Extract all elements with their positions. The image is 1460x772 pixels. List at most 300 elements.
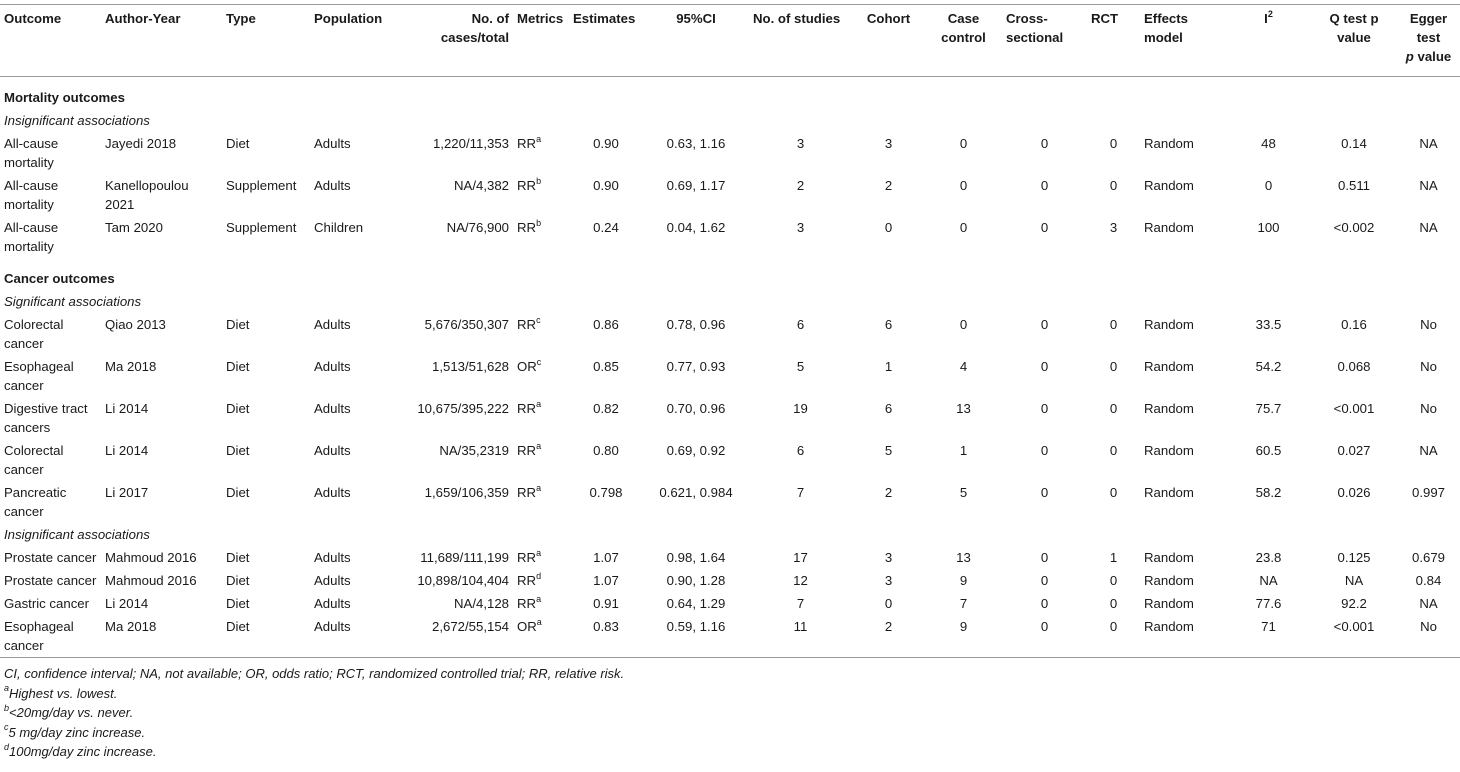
cell-cohort: 1 [884, 359, 893, 374]
cell-no-studies: 5 [796, 359, 805, 374]
section-heading-row [0, 77, 1460, 110]
author-line1: Mahmoud 2016 [105, 550, 197, 565]
footnote-c [4, 723, 1456, 743]
cell-outcome [0, 615, 101, 658]
cell-estimate: 0.83 [593, 619, 619, 634]
cell-egger: 0.679 [1411, 550, 1445, 565]
cell-no-studies: 6 [796, 317, 805, 332]
cell-case-control: 1 [959, 443, 968, 458]
cell-author-year [101, 132, 222, 174]
cell-case-control: 9 [959, 573, 968, 588]
cell-case-control: 0 [959, 220, 968, 235]
cell-estimate: 0.91 [593, 596, 619, 611]
col-header-qtest [1311, 5, 1397, 77]
cell-rct: 0 [1109, 178, 1118, 193]
cell-effects-model: Random [1144, 178, 1194, 193]
cell-egger: NA [1419, 136, 1438, 151]
cell-population: Adults [314, 317, 351, 332]
cell-author-year [101, 615, 222, 658]
metric-footnote-mark: c [536, 356, 542, 367]
cell-no-studies: 17 [793, 550, 808, 565]
col-header-egger-l2: test [1416, 30, 1441, 45]
cell-cohort: 2 [884, 619, 893, 634]
col-header-egger-p: p [1405, 49, 1414, 64]
cell-population: Adults [314, 443, 351, 458]
col-header-egger [1397, 5, 1460, 77]
table-row [0, 569, 1460, 592]
table-header [0, 5, 1460, 77]
footnote-b-text: <20mg/day vs. never. [9, 705, 134, 720]
outcome-line1: Digestive tract [4, 401, 88, 416]
metric-name: RR [517, 136, 537, 151]
cell-effects-model: Random [1144, 401, 1194, 416]
cell-cross-sectional: 0 [1040, 443, 1049, 458]
cell-metrics [513, 216, 569, 258]
cell-cohort: 5 [884, 443, 893, 458]
author-line1: Li 2014 [105, 401, 149, 416]
cell-type: Supplement [226, 220, 297, 235]
cell-type: Supplement [226, 178, 297, 193]
cell-rct: 0 [1109, 485, 1118, 500]
col-header-estimates: Estimates [573, 11, 636, 26]
col-header-outcome: Outcome [4, 11, 62, 26]
outcome-line2: mortality [4, 239, 54, 254]
cell-author-year [101, 481, 222, 523]
cell-q-test: 0.14 [1341, 136, 1367, 151]
subsection-heading-row [0, 290, 1460, 313]
section-heading: Mortality outcomes [4, 90, 125, 105]
cell-i2: 77.6 [1255, 596, 1282, 611]
outcome-line1: All-cause [4, 178, 59, 193]
cell-estimate: 0.82 [593, 401, 619, 416]
col-header-effects-l1: Effects [1144, 11, 1188, 26]
cell-type: Diet [226, 443, 250, 458]
cell-cohort: 2 [884, 485, 893, 500]
cell-metrics [513, 313, 569, 355]
cell-metrics [513, 481, 569, 523]
cell-type: Diet [226, 619, 250, 634]
cell-author-year [101, 439, 222, 481]
cell-no-studies: 6 [796, 443, 805, 458]
cell-egger: NA [1419, 443, 1438, 458]
metric-name: RR [517, 220, 537, 235]
cell-effects-model: Random [1144, 443, 1194, 458]
metric-footnote-mark: a [536, 133, 542, 144]
metric-name: RR [517, 550, 537, 565]
cell-i2: 48 [1261, 136, 1276, 151]
cell-95ci: 0.78, 0.96 [666, 317, 726, 332]
cell-egger: NA [1419, 596, 1438, 611]
cell-cross-sectional: 0 [1040, 485, 1049, 500]
col-header-cross-l1: Cross- [1006, 11, 1048, 26]
outcome-line2: cancer [4, 378, 44, 393]
cell-cases-total: NA/4,382 [454, 178, 509, 193]
subsection-heading: Insignificant associations [4, 113, 150, 128]
footnote-a-text: Highest vs. lowest. [9, 685, 118, 701]
col-header-cross-sectional [1002, 5, 1087, 77]
cell-cases-total: NA/76,900 [446, 220, 509, 235]
cell-cohort: 0 [884, 220, 893, 235]
cell-i2: 60.5 [1255, 443, 1282, 458]
author-line1: Li 2017 [105, 485, 149, 500]
zinc-outcomes-table [0, 4, 1460, 658]
cell-95ci: 0.69, 0.92 [666, 443, 726, 458]
cell-no-studies: 3 [796, 136, 805, 151]
cell-estimate: 0.85 [593, 359, 619, 374]
footnote-b-mark: b [4, 702, 10, 713]
cell-effects-model: Random [1144, 596, 1194, 611]
col-header-case-l1: Case [947, 11, 980, 26]
cell-case-control: 0 [959, 178, 968, 193]
cell-estimate: 0.24 [593, 220, 619, 235]
cell-author-year [101, 216, 222, 258]
author-line2: 2021 [105, 197, 135, 212]
cell-95ci: 0.98, 1.64 [666, 550, 726, 565]
cell-cases-total: 10,675/395,222 [417, 401, 509, 416]
outcome-line1: Prostate cancer [4, 573, 97, 588]
cell-population: Adults [314, 178, 351, 193]
cell-effects-model: Random [1144, 573, 1194, 588]
col-header-population: Population [314, 11, 383, 26]
cell-95ci: 0.63, 1.16 [666, 136, 726, 151]
section-heading: Cancer outcomes [4, 271, 115, 286]
table-row [0, 397, 1460, 439]
col-header-cross-l2: sectional [1006, 30, 1064, 45]
table-row [0, 439, 1460, 481]
cell-rct: 0 [1109, 136, 1118, 151]
col-header-egger-l1: Egger [1409, 11, 1448, 26]
col-header-case-control [925, 5, 1002, 77]
metric-name: RR [517, 596, 537, 611]
cell-cases-total: NA/35,2319 [439, 443, 509, 458]
col-header-effects [1140, 5, 1226, 77]
cell-author-year [101, 355, 222, 397]
cell-cases-total: 1,220/11,353 [432, 136, 509, 151]
cell-no-studies: 3 [796, 220, 805, 235]
table-row [0, 132, 1460, 174]
cell-95ci: 0.64, 1.29 [666, 596, 726, 611]
footnote-d [4, 742, 1456, 762]
metric-footnote-mark: b [536, 217, 542, 228]
subsection-heading: Insignificant associations [4, 527, 150, 542]
cell-cross-sectional: 0 [1040, 619, 1049, 634]
cell-i2: NA [1259, 573, 1278, 588]
cell-type: Diet [226, 485, 250, 500]
cell-q-test: <0.001 [1333, 401, 1375, 416]
outcome-line1: Gastric cancer [4, 596, 90, 611]
cell-i2: 75.7 [1255, 401, 1282, 416]
cell-egger: No [1420, 359, 1437, 374]
author-line1: Kanellopoulou [105, 178, 189, 193]
cell-estimate: 0.90 [593, 136, 619, 151]
cell-author-year [101, 397, 222, 439]
outcome-line1: Colorectal [4, 443, 64, 458]
cell-cross-sectional: 0 [1040, 550, 1049, 565]
cell-estimate: 0.798 [589, 485, 623, 500]
outcome-line2: cancer [4, 336, 44, 351]
cell-no-studies: 2 [796, 178, 805, 193]
cell-estimate: 0.80 [593, 443, 619, 458]
cell-case-control: 13 [956, 401, 971, 416]
footnote-c-text: 5 mg/day zinc increase. [8, 724, 146, 740]
cell-i2: 71 [1261, 619, 1276, 634]
cell-metrics [513, 546, 569, 569]
cell-metrics [513, 132, 569, 174]
cell-cross-sectional: 0 [1040, 573, 1049, 588]
cell-q-test: 0.068 [1337, 359, 1371, 374]
cell-egger: NA [1419, 178, 1438, 193]
cell-estimate: 0.86 [593, 317, 619, 332]
cell-no-studies: 11 [793, 619, 808, 634]
cell-rct: 0 [1109, 573, 1118, 588]
cell-population: Adults [314, 136, 351, 151]
footnote-a-mark: a [4, 683, 10, 694]
cell-95ci: 0.77, 0.93 [666, 359, 726, 374]
cell-egger: 0.997 [1411, 485, 1445, 500]
cell-cohort: 6 [884, 401, 893, 416]
cell-rct: 3 [1109, 220, 1118, 235]
cell-author-year [101, 174, 222, 216]
col-header-egger-value: value [1413, 49, 1452, 64]
metric-name: RR [517, 443, 537, 458]
col-header-i2-sup: 2 [1267, 8, 1273, 19]
outcome-line1: Colorectal [4, 317, 64, 332]
cell-i2: 100 [1257, 220, 1280, 235]
cell-case-control: 7 [959, 596, 968, 611]
outcome-line2: mortality [4, 155, 54, 170]
metric-footnote-mark: a [536, 547, 542, 558]
cell-case-control: 0 [959, 317, 968, 332]
cell-estimate: 1.07 [593, 573, 619, 588]
cell-q-test: <0.001 [1333, 619, 1375, 634]
table-row [0, 615, 1460, 658]
footnote-c-mark: c [4, 722, 9, 733]
cell-case-control: 4 [959, 359, 968, 374]
cell-q-test: 0.511 [1337, 178, 1371, 193]
cell-cases-total: 2,672/55,154 [431, 619, 509, 634]
footnote-a [4, 684, 1456, 704]
cell-type: Diet [226, 359, 250, 374]
footnote-d-text: 100mg/day zinc increase. [9, 744, 157, 759]
cell-outcome [0, 569, 101, 592]
author-line1: Jayedi 2018 [105, 136, 177, 151]
cell-rct: 0 [1109, 317, 1118, 332]
outcome-line1: Pancreatic [4, 485, 67, 500]
table-row [0, 481, 1460, 523]
col-header-i2-base: I [1264, 11, 1268, 26]
cell-metrics [513, 569, 569, 592]
col-header-type: Type [226, 11, 256, 26]
col-header-cases-l1: No. of [471, 11, 509, 26]
cell-egger: No [1420, 401, 1437, 416]
cell-95ci: 0.90, 1.28 [666, 573, 726, 588]
cell-rct: 1 [1109, 550, 1118, 565]
cell-author-year [101, 546, 222, 569]
table-row [0, 546, 1460, 569]
cell-population: Adults [314, 485, 351, 500]
metric-name: RR [517, 178, 537, 193]
table-body [0, 77, 1460, 658]
cell-i2: 0 [1264, 178, 1273, 193]
cell-outcome [0, 132, 101, 174]
cell-outcome [0, 355, 101, 397]
footnote-b [4, 703, 1456, 723]
col-header-rct: RCT [1091, 11, 1119, 26]
cell-q-test: <0.002 [1333, 220, 1375, 235]
metric-name: OR [517, 619, 537, 634]
metric-footnote-mark: a [536, 593, 542, 604]
col-header-metrics: Metrics [517, 11, 564, 26]
author-line1: Mahmoud 2016 [105, 573, 197, 588]
outcome-line1: Esophageal [4, 359, 74, 374]
cell-q-test: NA [1344, 573, 1364, 588]
cell-egger: No [1420, 317, 1437, 332]
col-header-q-l1: Q test p [1329, 11, 1379, 26]
cell-q-test: 0.125 [1337, 550, 1371, 565]
cell-population: Adults [314, 619, 351, 634]
cell-estimate: 0.90 [593, 178, 619, 193]
table-row [0, 174, 1460, 216]
cell-cases-total: 1,513/51,628 [431, 359, 509, 374]
cell-egger: No [1420, 619, 1437, 634]
cell-rct: 0 [1109, 596, 1118, 611]
cell-effects-model: Random [1144, 220, 1194, 235]
section-heading-row [0, 258, 1460, 290]
cell-cases-total: 11,689/111,199 [420, 550, 509, 565]
cell-effects-model: Random [1144, 317, 1194, 332]
cell-type: Diet [226, 596, 250, 611]
cell-outcome [0, 592, 101, 615]
cell-author-year [101, 569, 222, 592]
cell-metrics [513, 439, 569, 481]
cell-case-control: 13 [956, 550, 971, 565]
cell-cohort: 3 [884, 550, 893, 565]
subsection-heading: Significant associations [4, 294, 142, 309]
cell-rct: 0 [1109, 359, 1118, 374]
table-row [0, 592, 1460, 615]
cell-cross-sectional: 0 [1040, 220, 1049, 235]
subsection-heading-row [0, 109, 1460, 132]
col-header-i2 [1226, 5, 1311, 77]
metric-footnote-mark: b [536, 175, 542, 186]
cell-outcome [0, 313, 101, 355]
cell-cross-sectional: 0 [1040, 136, 1049, 151]
author-line1: Ma 2018 [105, 619, 157, 634]
table-footnotes [0, 658, 1460, 762]
cell-outcome [0, 216, 101, 258]
col-header-effects-l2: model [1144, 30, 1183, 45]
cell-i2: 33.5 [1255, 317, 1282, 332]
cell-effects-model: Random [1144, 485, 1194, 500]
metric-footnote-mark: d [536, 570, 542, 581]
cell-cases-total: 10,898/104,404 [417, 573, 509, 588]
cell-type: Diet [226, 401, 250, 416]
cell-population: Adults [314, 550, 351, 565]
cell-type: Diet [226, 136, 250, 151]
outcome-line1: All-cause [4, 136, 59, 151]
metric-name: RR [517, 401, 537, 416]
author-line1: Ma 2018 [105, 359, 157, 374]
outcome-line2: mortality [4, 197, 54, 212]
cell-metrics [513, 174, 569, 216]
cell-cohort: 3 [884, 136, 893, 151]
cell-outcome [0, 174, 101, 216]
col-header-cases [406, 5, 513, 77]
author-line1: Li 2014 [105, 443, 149, 458]
outcome-line2: cancers [4, 420, 51, 435]
cell-rct: 0 [1109, 619, 1118, 634]
cell-cases-total: NA/4,128 [454, 596, 509, 611]
cell-q-test: 0.026 [1337, 485, 1371, 500]
cell-metrics [513, 397, 569, 439]
metric-footnote-mark: a [536, 440, 542, 451]
cell-type: Diet [226, 550, 250, 565]
col-header-case-l2: control [941, 30, 986, 45]
cell-population: Adults [314, 401, 351, 416]
cell-rct: 0 [1109, 443, 1118, 458]
metric-name: OR [517, 359, 537, 374]
author-line1: Qiao 2013 [105, 317, 166, 332]
footnote-abbreviations: CI, confidence interval; NA, not available; OR, odds ratio; RCT, randomized controlled trial; RR, relative risk. [4, 666, 625, 681]
metric-footnote-mark: a [536, 482, 542, 493]
cell-metrics [513, 355, 569, 397]
cell-case-control: 0 [959, 136, 968, 151]
cell-case-control: 5 [959, 485, 968, 500]
metric-footnote-mark: a [536, 616, 542, 627]
cell-q-test: 0.16 [1341, 317, 1367, 332]
cell-no-studies: 12 [793, 573, 808, 588]
cell-author-year [101, 313, 222, 355]
cell-type: Diet [226, 317, 250, 332]
cell-i2: 23.8 [1255, 550, 1282, 565]
cell-cohort: 6 [884, 317, 893, 332]
cell-cross-sectional: 0 [1040, 401, 1049, 416]
col-header-cohort: Cohort [866, 11, 911, 26]
cell-cohort: 0 [884, 596, 893, 611]
cell-cross-sectional: 0 [1040, 596, 1049, 611]
table-row [0, 216, 1460, 258]
cell-metrics [513, 615, 569, 658]
header-row [0, 5, 1460, 77]
cell-q-test: 92.2 [1341, 596, 1367, 611]
author-line1: Tam 2020 [105, 220, 163, 235]
cell-cases-total: 1,659/106,359 [424, 485, 509, 500]
cell-outcome [0, 546, 101, 569]
cell-cases-total: 5,676/350,307 [424, 317, 509, 332]
cell-egger: NA [1419, 220, 1438, 235]
cell-case-control: 9 [959, 619, 968, 634]
outcome-line2: cancer [4, 504, 44, 519]
cell-no-studies: 7 [796, 596, 805, 611]
outcome-line1: Prostate cancer [4, 550, 97, 565]
cell-population: Adults [314, 573, 351, 588]
cell-95ci: 0.59, 1.16 [666, 619, 726, 634]
cell-95ci: 0.70, 0.96 [666, 401, 726, 416]
cell-95ci: 0.621, 0.984 [659, 485, 733, 500]
metric-footnote-mark: a [536, 398, 542, 409]
cell-author-year [101, 592, 222, 615]
cell-cross-sectional: 0 [1040, 317, 1049, 332]
subsection-heading-row [0, 523, 1460, 546]
cell-outcome [0, 397, 101, 439]
cell-egger: 0.84 [1415, 573, 1442, 588]
cell-population: Adults [314, 359, 351, 374]
col-header-cases-l2: cases/total [440, 30, 509, 45]
cell-population: Children [314, 220, 364, 235]
cell-no-studies: 7 [796, 485, 805, 500]
outcome-line1: All-cause [4, 220, 59, 235]
table-row [0, 355, 1460, 397]
